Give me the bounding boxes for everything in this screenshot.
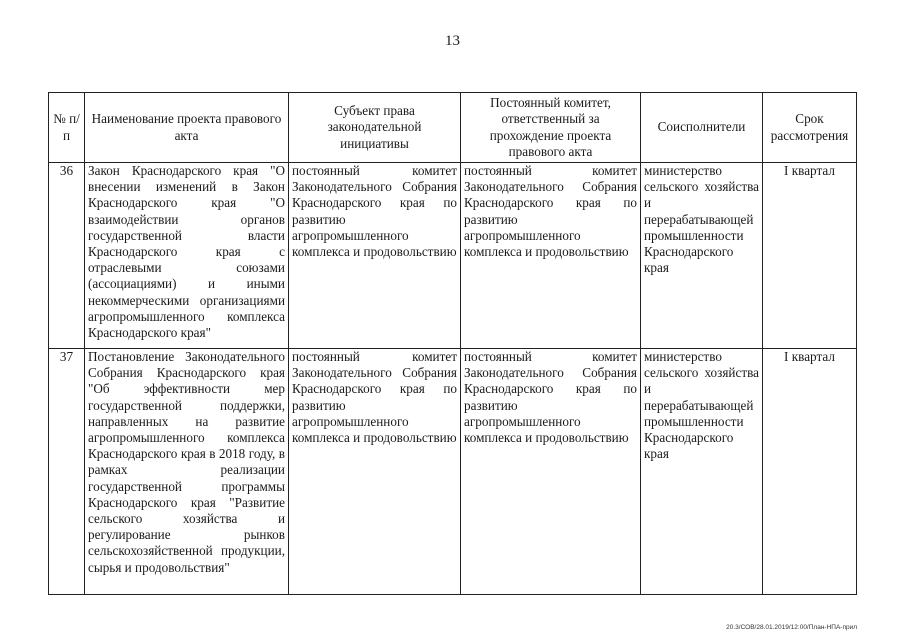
legislative-plan-table <box>48 92 857 595</box>
page-number: 13 <box>445 33 460 49</box>
table-row <box>49 349 857 595</box>
header-committee: Постоянный комитет, ответственный за прохождение проекта правового акта <box>461 93 641 163</box>
row-subject: постоянный комитет Законодательного Собрания Краснодарского края по развитию агропромышленного комплекса и продовольствию <box>289 349 461 595</box>
row-term: I квартал <box>763 349 857 595</box>
row-subject: постоянный комитет Законодательного Собрания Краснодарского края по развитию агропромышленного комплекса и продовольствию <box>289 163 461 349</box>
row-committee: постоянный комитет Законодательного Собрания Краснодарского края по развитию агропромышленного комплекса и продовольствию <box>461 163 641 349</box>
row-term: I квартал <box>763 163 857 349</box>
row-coexecutors: министерство сельского хозяйства и перерабатывающей промышленности Краснодарского края <box>641 163 763 349</box>
row-num: 37 <box>49 349 85 595</box>
document-footer-code: 20.3/СОВ/28.01.2019/12:00/План-НПА-прил <box>726 624 857 631</box>
row-coexecutors: министерство сельского хозяйства и перерабатывающей промышленности Краснодарского края <box>641 349 763 595</box>
row-committee: постоянный комитет Законодательного Собрания Краснодарского края по развитию агропромышленного комплекса и продовольствию <box>461 349 641 595</box>
header-name: Наименование проекта правового акта <box>85 93 289 163</box>
row-name: Закон Краснодарского края "О внесении изменений в Закон Краснодарского края "О взаимодействии органов государственной власти Краснодарского края с отраслевыми союзами (ассоциациями) и иными некоммерческими организациями агропромышленного комплекса Краснодарского края" <box>85 163 289 349</box>
table-row <box>49 163 857 349</box>
row-name: Постановление Законодательного Собрания Краснодарского края "Об эффективности мер государственной поддержки, направленных на развитие агропромышленного комплекса Краснодарского края в 2018 году, в рамках реализации государственной программы Краснодарского края "Развитие сельского хозяйства и регулирование рынков сельскохозяйственной продукции, сырья и продовольствия" <box>85 349 289 595</box>
header-term: Срок рассмотрения <box>763 93 857 163</box>
header-subject: Субъект права законодательной инициативы <box>289 93 461 163</box>
header-num: № п/п <box>49 93 85 163</box>
table-header-row <box>49 93 857 163</box>
row-num: 36 <box>49 163 85 349</box>
header-coexecutors: Соисполнители <box>641 93 763 163</box>
